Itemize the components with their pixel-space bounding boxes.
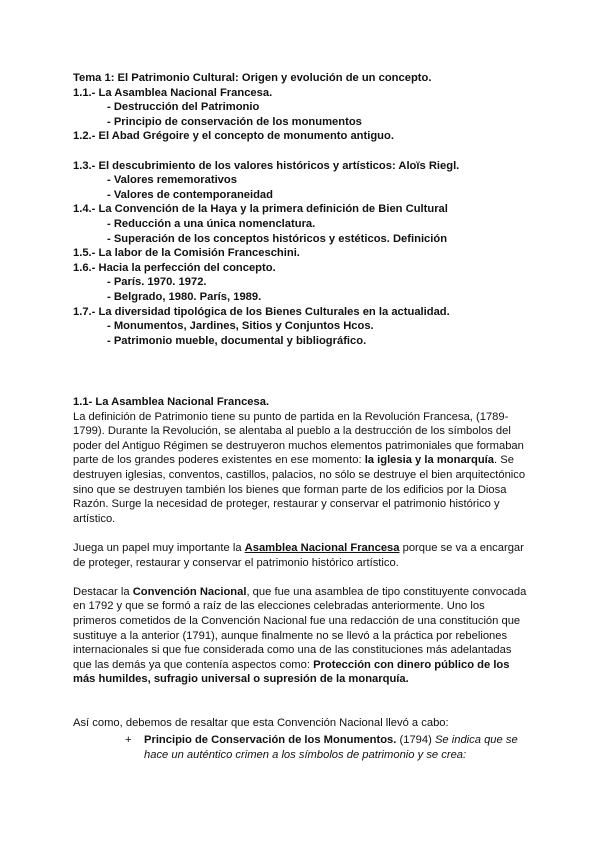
toc-subitem: - Principio de conservación de los monumentos: [107, 115, 362, 128]
toc-subitem: - Valores de contemporaneidad: [107, 188, 273, 201]
list-item: + Principio de Conservación de los Monumentos. (1794) Se indica que se hace un auténtico crimen a los símbolos de patrimonio y se crea:: [125, 734, 518, 762]
toc-item-1-4: 1.4.- La Convención de la Haya y la primera definición de Bien Cultural: [73, 203, 448, 216]
toc-subitem: - Destrucción del Patrimonio: [107, 101, 260, 114]
toc-subitem: - Reducción a una única nomenclatura.: [107, 217, 316, 230]
toc-subitem: - Superación de los conceptos históricos y estéticos. Definición: [107, 232, 448, 245]
asamblea-link[interactable]: Asamblea Nacional Francesa: [244, 541, 400, 554]
toc-item-1-6: 1.6.- Hacia la perfección del concepto.: [73, 261, 276, 274]
toc-title: Tema 1: El Patrimonio Cultural: Origen y evolución de un concepto.: [73, 72, 432, 84]
paragraph-2: Juega un papel muy importante la Asamblea Nacional Francesa porque se va a encargar de proteger, restaurar y conservar el patrimonio histórico artístico.: [73, 541, 524, 569]
toc-item-1-1: 1.1.- La Asamblea Nacional Francesa.: [73, 86, 273, 99]
toc-subitem: - Belgrado, 1980. París, 1989.: [107, 290, 262, 303]
document-body: [73, 395, 531, 763]
toc-item-1-7: 1.7.- La diversidad tipológica de los Bienes Culturales en la actualidad.: [73, 305, 450, 318]
plus-bullet-icon: +: [125, 734, 132, 747]
toc-subitem: - Patrimonio mueble, documental y bibliográfico.: [107, 334, 367, 347]
paragraph-4: Así como, debemos de resaltar que esta Convención Nacional llevó a cabo:: [73, 716, 449, 729]
toc-subitem: - Monumentos, Jardines, Sitios y Conjuntos Hcos.: [107, 320, 374, 333]
toc-subitem: - Valores rememorativos: [107, 174, 237, 187]
toc-item-1-5: 1.5.- La labor de la Comisión Franceschini.: [73, 247, 300, 260]
table-of-contents: [73, 71, 553, 348]
paragraph-1: La definición de Patrimonio tiene su punto de partida en la Revolución Francesa, (1789-1799). Durante la Revolución, se alentaba al pueblo a la destrucción de los símbolos del poder del Antiguo Régimen se destruyeron muchos elementos patrimoniales que formaban parte de los grandes poderes existentes en ese momento: la iglesia y la monarquía. Se destruyen iglesias, conventos, castillos, palacios, no sólo se destruye el bien arquitectónico sino que se destruyen también los bienes que forman parte de los edificios por la Diosa Razón. Surge la necesidad de proteger, restaurar y conservar el patrimonio histórico y artístico.: [73, 410, 526, 525]
toc-subitem: - París. 1970. 1972.: [107, 276, 207, 289]
toc-item-1-3: 1.3.- El descubrimiento de los valores históricos y artísticos: Aloïs Riegl.: [73, 159, 460, 172]
paragraph-3: Destacar la Convención Nacional, que fue una asamblea de tipo constituyente convocada en 1792 y que se formó a raíz de las elecciones celebradas anteriormente. Uno los primeros cometidos de la Convención Nacional fue una redacción de una constitución que sustituye a la anterior (1791), aunque finalmente no se llevó a la práctica por rebeliones internacionales si que fue considerada como una de las constituciones más adelantadas que las demás ya que contenía aspectos como: Protección con dinero público de los más humildes, sufragio universal o supresión de la monarquía.: [73, 585, 527, 686]
section-heading: 1.1- La Asamblea Nacional Francesa.: [73, 396, 270, 408]
toc-item-1-2: 1.2.- El Abad Grégoire y el concepto de monumento antiguo.: [73, 130, 394, 143]
